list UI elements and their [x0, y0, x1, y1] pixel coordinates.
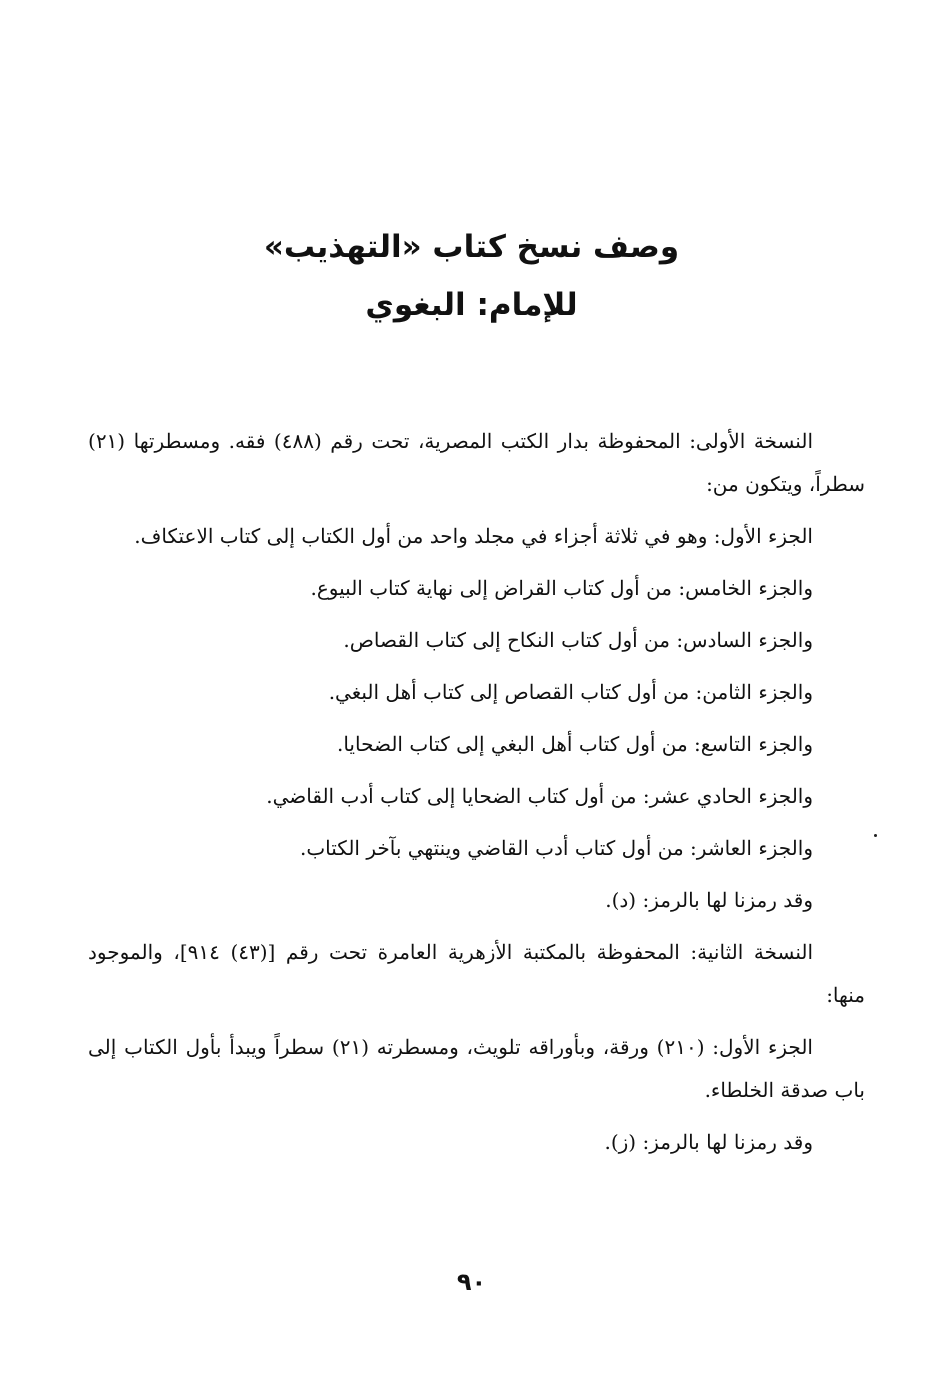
title-line-2: للإمام: البغوي: [365, 287, 578, 323]
paragraph-manuscript-1: النسخة الأولى: المحفوظة بدار الكتب المصرية، تحت رقم (٤٨٨) فقه. ومسطرتها (٢١) سطراً، ويتكون من:: [88, 429, 865, 496]
page-title: [0, 218, 943, 334]
paragraph-symbol-z: وقد رمزنا لها بالرمز: (ز).: [604, 1130, 813, 1154]
paragraph-part-1: الجزء الأول: وهو في ثلاثة أجزاء في مجلد واحد من أول الكتاب إلى كتاب الاعتكاف.: [134, 524, 813, 548]
body-text: [88, 420, 865, 1173]
page-number: ٩٠: [456, 1268, 487, 1296]
paragraph-part-6: والجزء السادس: من أول كتاب النكاح إلى كتاب القصاص.: [343, 628, 813, 652]
title-line-1: وصف نسخ كتاب «التهذيب»: [263, 229, 680, 265]
paragraph-part-10: والجزء العاشر: من أول كتاب أدب القاضي وينتهي بآخر الكتاب.: [299, 836, 813, 860]
paragraph-part-5: والجزء الخامس: من أول كتاب القراض إلى نهاية كتاب البيوع.: [310, 576, 813, 600]
paragraph-manuscript-2: النسخة الثانية: المحفوظة بالمكتبة الأزهرية العامرة تحت رقم [(٤٣) ٩١٤]، والموجود منها:: [88, 940, 865, 1007]
paragraph-part-11: والجزء الحادي عشر: من أول كتاب الضحايا إلى كتاب أدب القاضي.: [266, 784, 813, 808]
paragraph-part-1-azhar: الجزء الأول: (٢١٠) ورقة، وبأوراقه تلويث، ومسطرته (٢١) سطراً ويبدأ بأول الكتاب إلى باب صدقة الخلطاء.: [88, 1035, 865, 1102]
stray-mark: [874, 834, 877, 837]
paragraph-part-8: والجزء الثامن: من أول كتاب القصاص إلى كتاب أهل البغي.: [328, 680, 813, 704]
paragraph-symbol-d: وقد رمزنا لها بالرمز: (د).: [605, 888, 813, 912]
paragraph-part-9: والجزء التاسع: من أول كتاب أهل البغي إلى كتاب الضحايا.: [336, 732, 813, 756]
